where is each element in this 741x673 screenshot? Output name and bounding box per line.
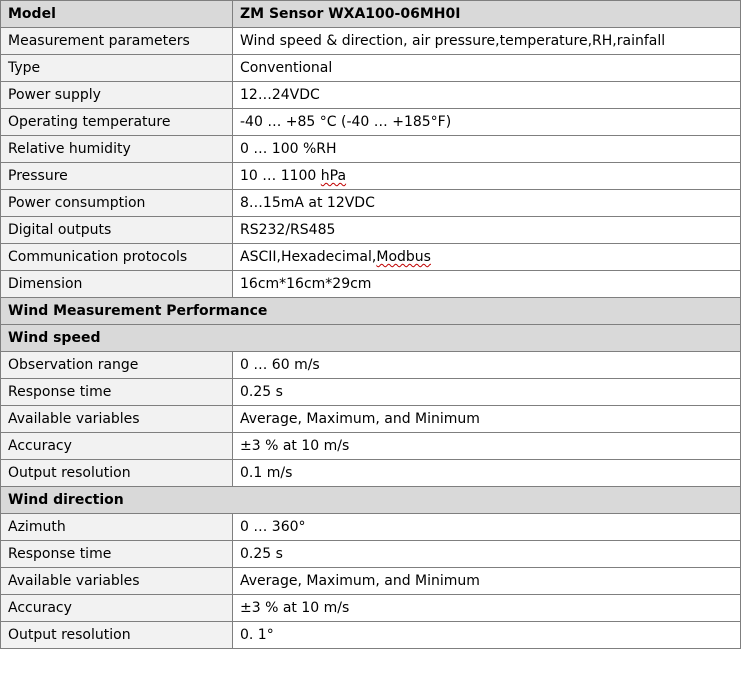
table-row (1, 541, 741, 568)
row-label: Available variables (1, 568, 233, 595)
row-label: Measurement parameters (1, 28, 233, 55)
table-row (1, 109, 741, 136)
table-row (1, 460, 741, 487)
value-text: ASCII,Hexadecimal, (240, 249, 377, 265)
table-row (1, 622, 741, 649)
row-value: RS232/RS485 (233, 217, 741, 244)
row-value: Wind speed & direction, air pressure,temperature,RH,rainfall (233, 28, 741, 55)
table-row (1, 595, 741, 622)
row-value: Conventional (233, 55, 741, 82)
row-value: Average, Maximum, and Minimum (233, 406, 741, 433)
header-label: Model (1, 1, 233, 28)
row-label: Power consumption (1, 190, 233, 217)
table-row (1, 271, 741, 298)
row-label: Pressure (1, 163, 233, 190)
table-header-row (1, 1, 741, 28)
row-value: 0.25 s (233, 379, 741, 406)
row-label: Response time (1, 379, 233, 406)
row-value: 8…15mA at 12VDC (233, 190, 741, 217)
row-value: Average, Maximum, and Minimum (233, 568, 741, 595)
spellcheck-marked-word: hPa (320, 168, 347, 184)
row-label: Relative humidity (1, 136, 233, 163)
row-label: Available variables (1, 406, 233, 433)
row-label: Output resolution (1, 622, 233, 649)
row-label: Operating temperature (1, 109, 233, 136)
spellcheck-marked-word: Modbus (376, 249, 431, 265)
row-label: Accuracy (1, 433, 233, 460)
table-row (1, 217, 741, 244)
row-value (233, 163, 741, 190)
table-row (1, 82, 741, 109)
table-row (1, 190, 741, 217)
table-row (1, 163, 741, 190)
table-row (1, 28, 741, 55)
table-row (1, 433, 741, 460)
table-row (1, 55, 741, 82)
row-value: ±3 % at 10 m/s (233, 433, 741, 460)
table-row (1, 406, 741, 433)
row-label: Power supply (1, 82, 233, 109)
section-title-wind-performance: Wind Measurement Performance (1, 298, 741, 325)
row-label: Digital outputs (1, 217, 233, 244)
value-text: 10 … 1100 (240, 168, 321, 184)
row-label: Accuracy (1, 595, 233, 622)
row-label: Output resolution (1, 460, 233, 487)
row-value (233, 244, 741, 271)
row-value: ±3 % at 10 m/s (233, 595, 741, 622)
row-label: Observation range (1, 352, 233, 379)
row-value: 12…24VDC (233, 82, 741, 109)
table-row (1, 352, 741, 379)
row-value: 0.25 s (233, 541, 741, 568)
table-row (1, 379, 741, 406)
section-heading-row (1, 487, 741, 514)
row-label: Type (1, 55, 233, 82)
section-title-wind-speed: Wind speed (1, 325, 741, 352)
section-title-wind-direction: Wind direction (1, 487, 741, 514)
table-row (1, 568, 741, 595)
row-value: 0 … 60 m/s (233, 352, 741, 379)
row-label: Azimuth (1, 514, 233, 541)
table-row (1, 136, 741, 163)
row-value: 0 … 360° (233, 514, 741, 541)
header-model-value: ZM Sensor WXA100-06MH0I (233, 1, 741, 28)
row-value: -40 … +85 °C (-40 … +185°F) (233, 109, 741, 136)
row-label: Response time (1, 541, 233, 568)
row-label: Communication protocols (1, 244, 233, 271)
row-value: 16cm*16cm*29cm (233, 271, 741, 298)
row-value: 0. 1° (233, 622, 741, 649)
row-value: 0.1 m/s (233, 460, 741, 487)
table-row (1, 244, 741, 271)
row-value: 0 … 100 %RH (233, 136, 741, 163)
row-label: Dimension (1, 271, 233, 298)
section-heading-row (1, 325, 741, 352)
section-heading-row (1, 298, 741, 325)
table-row (1, 514, 741, 541)
